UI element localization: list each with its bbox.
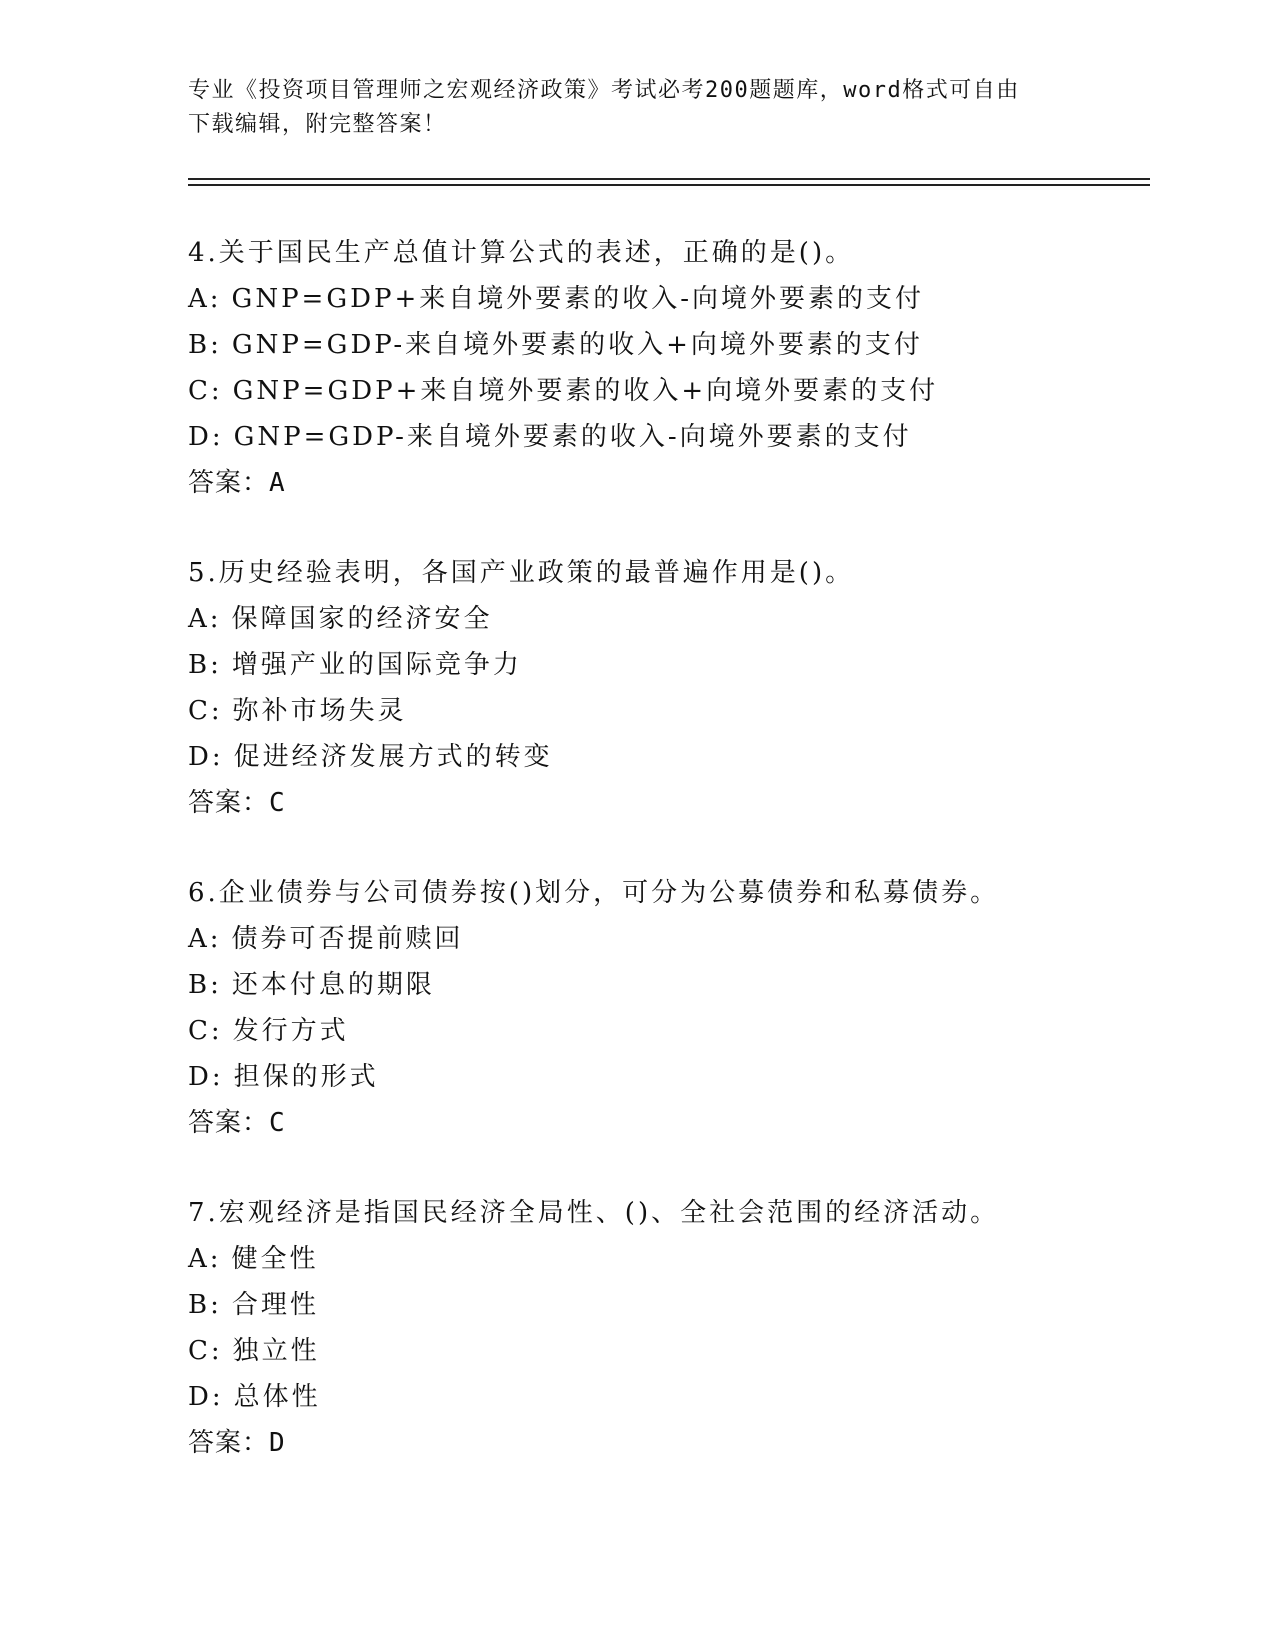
option-a xyxy=(188,596,1148,642)
header-line-1: 专业《投资项目管理师之宏观经济政策》考试必考200题题库，word格式可自由 xyxy=(188,78,1020,103)
option-c xyxy=(188,368,1148,414)
option-text: GNP=GDP+来自境外要素的收入+向境外要素的支付 xyxy=(232,376,939,406)
answer-value: C xyxy=(269,1108,286,1138)
option-label: B: xyxy=(188,970,222,1000)
option-text: GNP=GDP-来自境外要素的收入-向境外要素的支付 xyxy=(233,422,912,452)
option-label: B: xyxy=(188,650,222,680)
answer-line xyxy=(188,1100,1148,1146)
answer-label: 答案： xyxy=(188,1108,270,1138)
option-label: A: xyxy=(188,1244,222,1274)
option-b xyxy=(188,962,1148,1008)
option-a xyxy=(188,276,1148,322)
answer-label: 答案： xyxy=(188,788,270,818)
answer-label: 答案： xyxy=(188,1428,270,1458)
option-a xyxy=(188,916,1148,962)
option-d xyxy=(188,1374,1148,1420)
option-text: GNP=GDP+来自境外要素的收入-向境外要素的支付 xyxy=(231,284,925,314)
option-label: C: xyxy=(188,696,223,726)
question-stem: 7.宏观经济是指国民经济全局性、()、全社会范围的经济活动。 xyxy=(188,1198,1000,1228)
option-text: 弥补市场失灵 xyxy=(232,696,407,726)
header-line-2: 下载编辑，附完整答案！ xyxy=(188,112,447,137)
option-label: C: xyxy=(188,376,223,406)
answer-line xyxy=(188,460,1148,506)
answer-value: A xyxy=(269,468,286,498)
option-text: 保障国家的经济安全 xyxy=(231,604,493,634)
option-text: 总体性 xyxy=(233,1382,321,1412)
option-label: A: xyxy=(188,604,222,634)
option-label: D: xyxy=(188,1062,224,1092)
option-b xyxy=(188,642,1148,688)
header-divider-bottom xyxy=(188,184,1150,186)
option-label: C: xyxy=(188,1336,223,1366)
answer-label: 答案： xyxy=(188,468,270,498)
question-stem: 6.企业债券与公司债券按()划分，可分为公募债券和私募债券。 xyxy=(188,878,1000,908)
question-stem: 5.历史经验表明，各国产业政策的最普遍作用是()。 xyxy=(188,558,855,588)
option-d xyxy=(188,1054,1148,1100)
answer-value: C xyxy=(269,788,286,818)
option-b xyxy=(188,1282,1148,1328)
option-text: 担保的形式 xyxy=(233,1062,379,1092)
question-block xyxy=(188,230,1148,506)
option-text: 债券可否提前赎回 xyxy=(231,924,464,954)
question-stem: 4.关于国民生产总值计算公式的表述，正确的是()。 xyxy=(188,238,855,268)
option-text: 发行方式 xyxy=(232,1016,349,1046)
option-b xyxy=(188,322,1148,368)
option-label: B: xyxy=(188,330,222,360)
header-divider-top xyxy=(188,178,1150,180)
question-block xyxy=(188,550,1148,826)
option-text: 合理性 xyxy=(231,1290,319,1320)
option-label: C: xyxy=(188,1016,223,1046)
answer-value: D xyxy=(269,1428,286,1458)
option-label: A: xyxy=(188,924,222,954)
question-block xyxy=(188,1190,1148,1466)
option-text: 健全性 xyxy=(231,1244,319,1274)
option-text: 还本付息的期限 xyxy=(231,970,435,1000)
option-d xyxy=(188,414,1148,460)
option-d xyxy=(188,734,1148,780)
option-c xyxy=(188,1328,1148,1374)
document-header xyxy=(188,74,1088,142)
option-text: 独立性 xyxy=(232,1336,320,1366)
option-c xyxy=(188,688,1148,734)
option-label: D: xyxy=(188,1382,224,1412)
option-label: D: xyxy=(188,742,224,772)
answer-line xyxy=(188,1420,1148,1466)
question-block xyxy=(188,870,1148,1146)
option-label: D: xyxy=(188,422,224,452)
option-label: B: xyxy=(188,1290,222,1320)
option-c xyxy=(188,1008,1148,1054)
option-a xyxy=(188,1236,1148,1282)
option-text: 增强产业的国际竞争力 xyxy=(231,650,522,680)
option-text: GNP=GDP-来自境外要素的收入+向境外要素的支付 xyxy=(231,330,923,360)
option-label: A: xyxy=(188,284,222,314)
option-text: 促进经济发展方式的转变 xyxy=(233,742,553,772)
answer-line xyxy=(188,780,1148,826)
